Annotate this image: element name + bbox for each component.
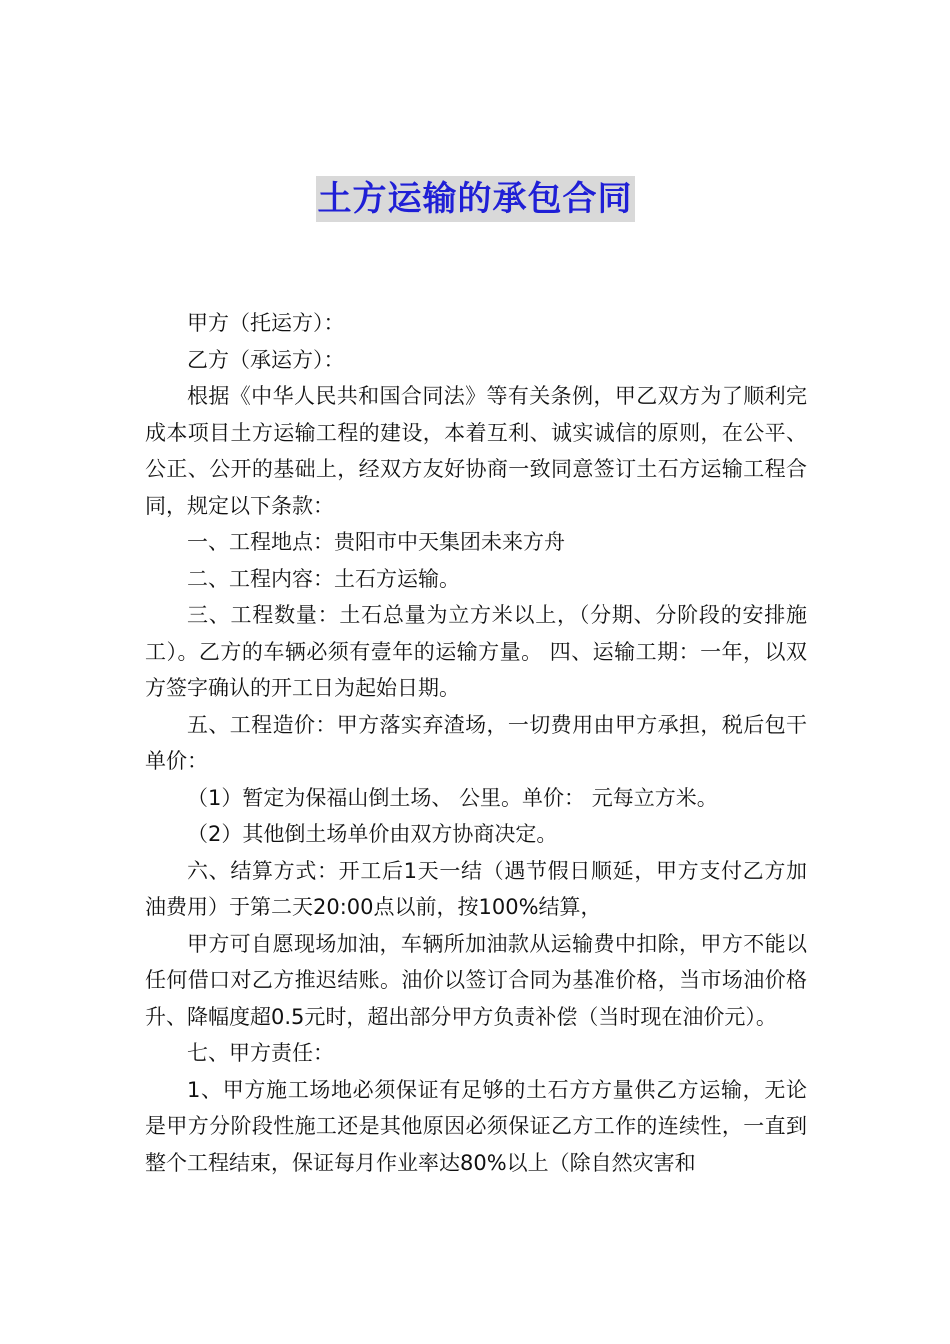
- paragraph-fuel: 甲方可自愿现场加油，车辆所加油款从运输费中扣除，甲方不能以任何借口对乙方推迟结账。油价以签订合同为基准价格，当市场油价格升、降幅度超0.5元时，超出部分甲方负责补偿（当时现在油价元）。: [145, 931, 807, 1029]
- paragraph-party-b: 乙方（承运方）：: [187, 347, 345, 372]
- paragraph-cost-item-1: （1）暂定为保福山倒土场、 公里。单价： 元每立方米。: [187, 785, 718, 810]
- paragraph-preamble: 根据《中华人民共和国合同法》等有关条例，甲乙双方为了顺利完成本项目土方运输工程的建设，本着互利、诚实诚信的原则，在公平、公正、公开的基础上，经双方友好协商一致同意签订土石方运输工程合同，规定以下条款：: [145, 384, 807, 518]
- paragraph-cost: 五、工程造价：甲方落实弃渣场，一切费用由甲方承担，税后包干单价：: [145, 712, 807, 773]
- title-wrap: [0, 176, 950, 222]
- document-body: [145, 305, 807, 1181]
- paragraph-location: 一、工程地点：贵阳市中天集团未来方舟: [187, 530, 565, 554]
- paragraph-content: 二、工程内容：土石方运输。: [187, 566, 460, 591]
- paragraph-cost-item-2: （2）其他倒土场单价由双方协商决定。: [187, 822, 558, 846]
- paragraph-party-a: 甲方（托运方）：: [187, 311, 345, 335]
- document-title: 土方运输的承包合同: [316, 176, 635, 222]
- paragraph-party-a-duties: 七、甲方责任：: [187, 1041, 334, 1065]
- paragraph-duty-1: 1、甲方施工场地必须保证有足够的土石方方量供乙方运输，无论是甲方分阶段性施工还是其他原因必须保证乙方工作的连续性，一直到整个工程结束，保证每月作业率达80%以上（除自然灾害和: [145, 1077, 807, 1175]
- paragraph-settlement: 六、结算方式：开工后1天一结（遇节假日顺延，甲方支付乙方加油费用）于第二天20:00点以前，按100%结算，: [145, 858, 807, 919]
- paragraph-quantity: 三、工程数量：土石总量为立方米以上，（分期、分阶段的安排施工）。乙方的车辆必须有壹年的运输方量。 四、运输工期：一年，以双方签字确认的开工日为起始日期。: [145, 603, 807, 700]
